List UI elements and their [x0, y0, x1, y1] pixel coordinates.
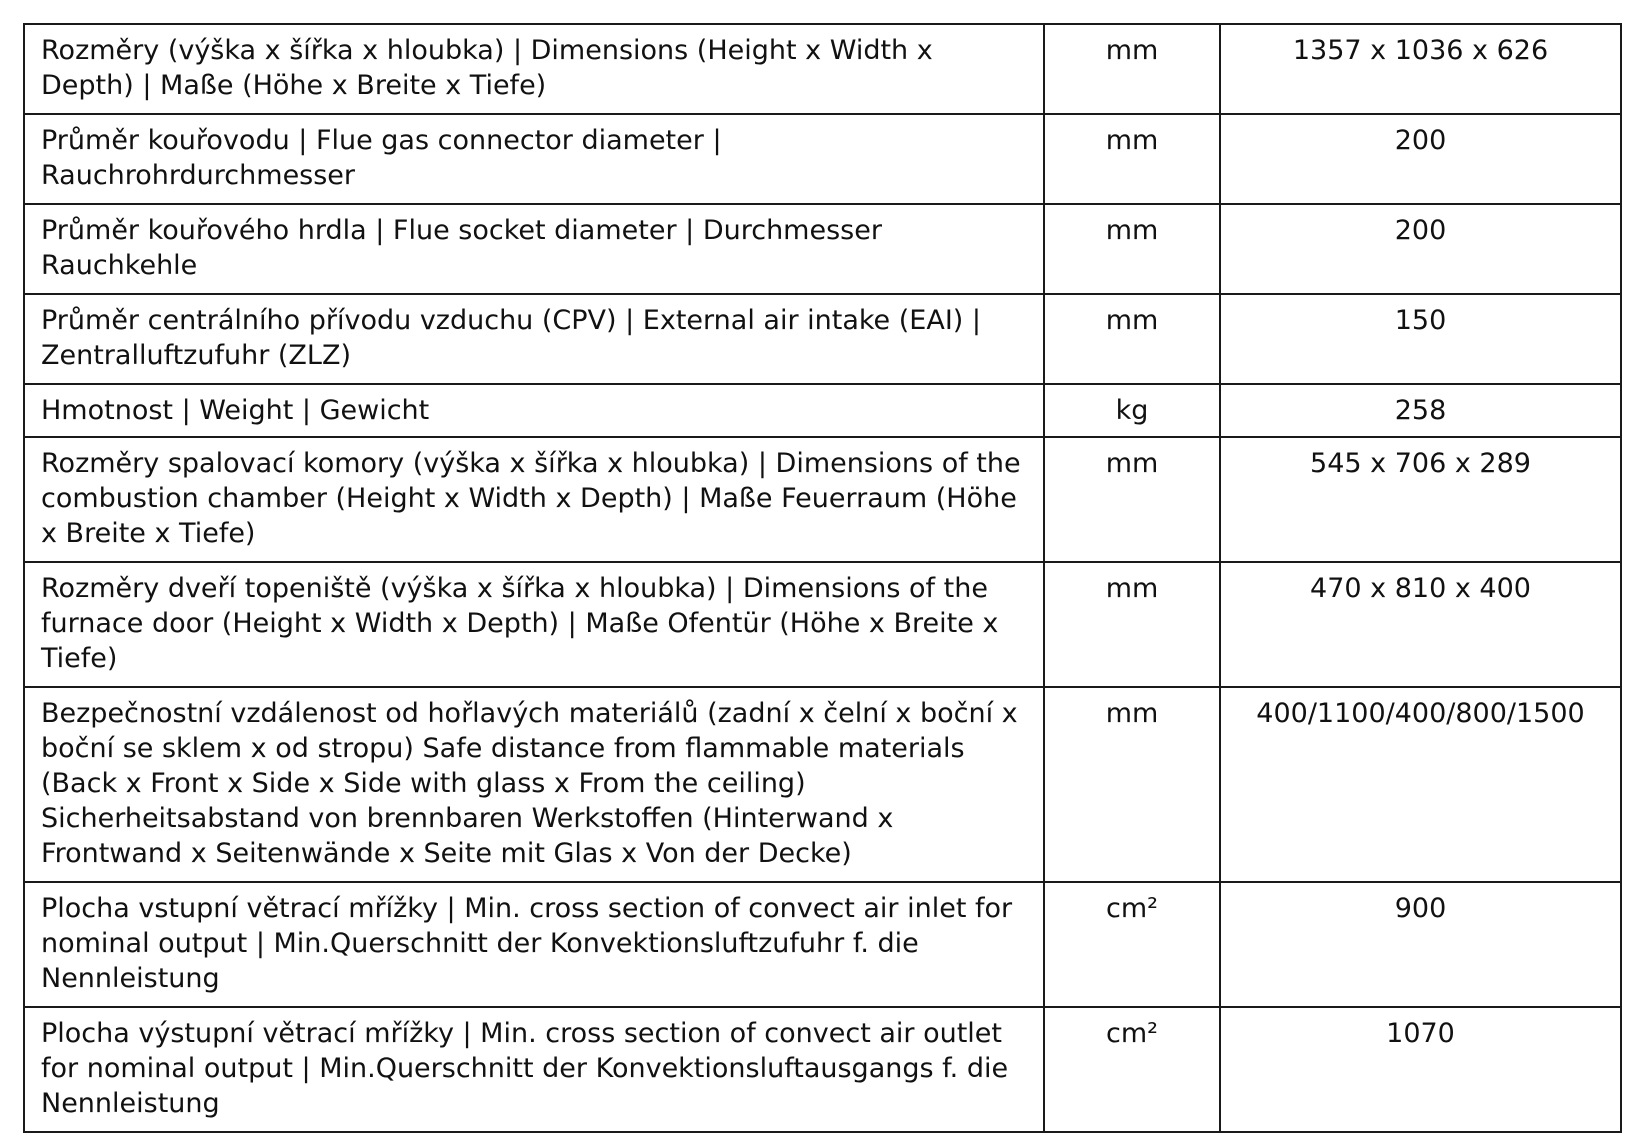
table-row [24, 384, 1621, 437]
row-unit: mm [1044, 204, 1220, 294]
row-label: Průměr kouřového hrdla | Flue socket diameter | Durchmesser Rauchkehle [24, 204, 1044, 294]
row-label: Hmotnost | Weight | Gewicht [24, 384, 1044, 437]
row-label: Průměr kouřovodu | Flue gas connector diameter | Rauchrohrdurchmesser [24, 114, 1044, 204]
row-value: 1357 x 1036 x 626 [1220, 24, 1621, 114]
row-unit: mm [1044, 294, 1220, 384]
row-label: Rozměry spalovací komory (výška x šířka x hloubka) | Dimensions of the combustion chamber (Height x Width x Depth) | Maße Feuerraum (Höhe x Breite x Tiefe) [24, 437, 1044, 562]
row-value: 470 x 810 x 400 [1220, 562, 1621, 687]
row-label: Plocha vstupní větrací mřížky | Min. cross section of convect air inlet for nominal output | Min.Querschnitt der Konvektionsluftzufuhr f. die Nennleistung [24, 882, 1044, 1007]
row-label: Rozměry dveří topeniště (výška x šířka x hloubka) | Dimensions of the furnace door (Height x Width x Depth) | Maße Ofentür (Höhe x Breite x Tiefe) [24, 562, 1044, 687]
table-row [24, 437, 1621, 562]
row-value: 200 [1220, 114, 1621, 204]
row-unit: mm [1044, 437, 1220, 562]
row-value: 200 [1220, 204, 1621, 294]
table-row [24, 24, 1621, 114]
specification-table [23, 23, 1622, 1133]
table-row [24, 294, 1621, 384]
table-row [24, 687, 1621, 882]
table-row [24, 1007, 1621, 1132]
row-unit: mm [1044, 114, 1220, 204]
table-row [24, 204, 1621, 294]
row-value: 150 [1220, 294, 1621, 384]
row-value: 258 [1220, 384, 1621, 437]
row-unit: mm [1044, 24, 1220, 114]
row-unit: mm [1044, 687, 1220, 882]
table-row [24, 114, 1621, 204]
row-value: 400/1100/400/800/1500 [1220, 687, 1621, 882]
row-unit: cm² [1044, 1007, 1220, 1132]
table-row [24, 882, 1621, 1007]
table-row [24, 562, 1621, 687]
row-value: 545 x 706 x 289 [1220, 437, 1621, 562]
row-label: Bezpečnostní vzdálenost od hořlavých materiálů (zadní x čelní x boční x boční se sklem x od stropu) Safe distance from flammable materials (Back x Front x Side x Side with glass x From the ceiling) Sicherheitsabstand von brennbaren Werkstoffen (Hinterwand x Frontwand x Seitenwände x Seite mit Glas x Von der Decke) [24, 687, 1044, 882]
row-label: Rozměry (výška x šířka x hloubka) | Dimensions (Height x Width x Depth) | Maße (Höhe x Breite x Tiefe) [24, 24, 1044, 114]
row-label: Plocha výstupní větrací mřížky | Min. cross section of convect air outlet for nominal output | Min.Querschnitt der Konvektionsluftausgangs f. die Nennleistung [24, 1007, 1044, 1132]
row-unit: mm [1044, 562, 1220, 687]
row-value: 900 [1220, 882, 1621, 1007]
row-label: Průměr centrálního přívodu vzduchu (CPV) | External air intake (EAI) | Zentralluftzufuhr (ZLZ) [24, 294, 1044, 384]
row-unit: cm² [1044, 882, 1220, 1007]
row-unit: kg [1044, 384, 1220, 437]
row-value: 1070 [1220, 1007, 1621, 1132]
